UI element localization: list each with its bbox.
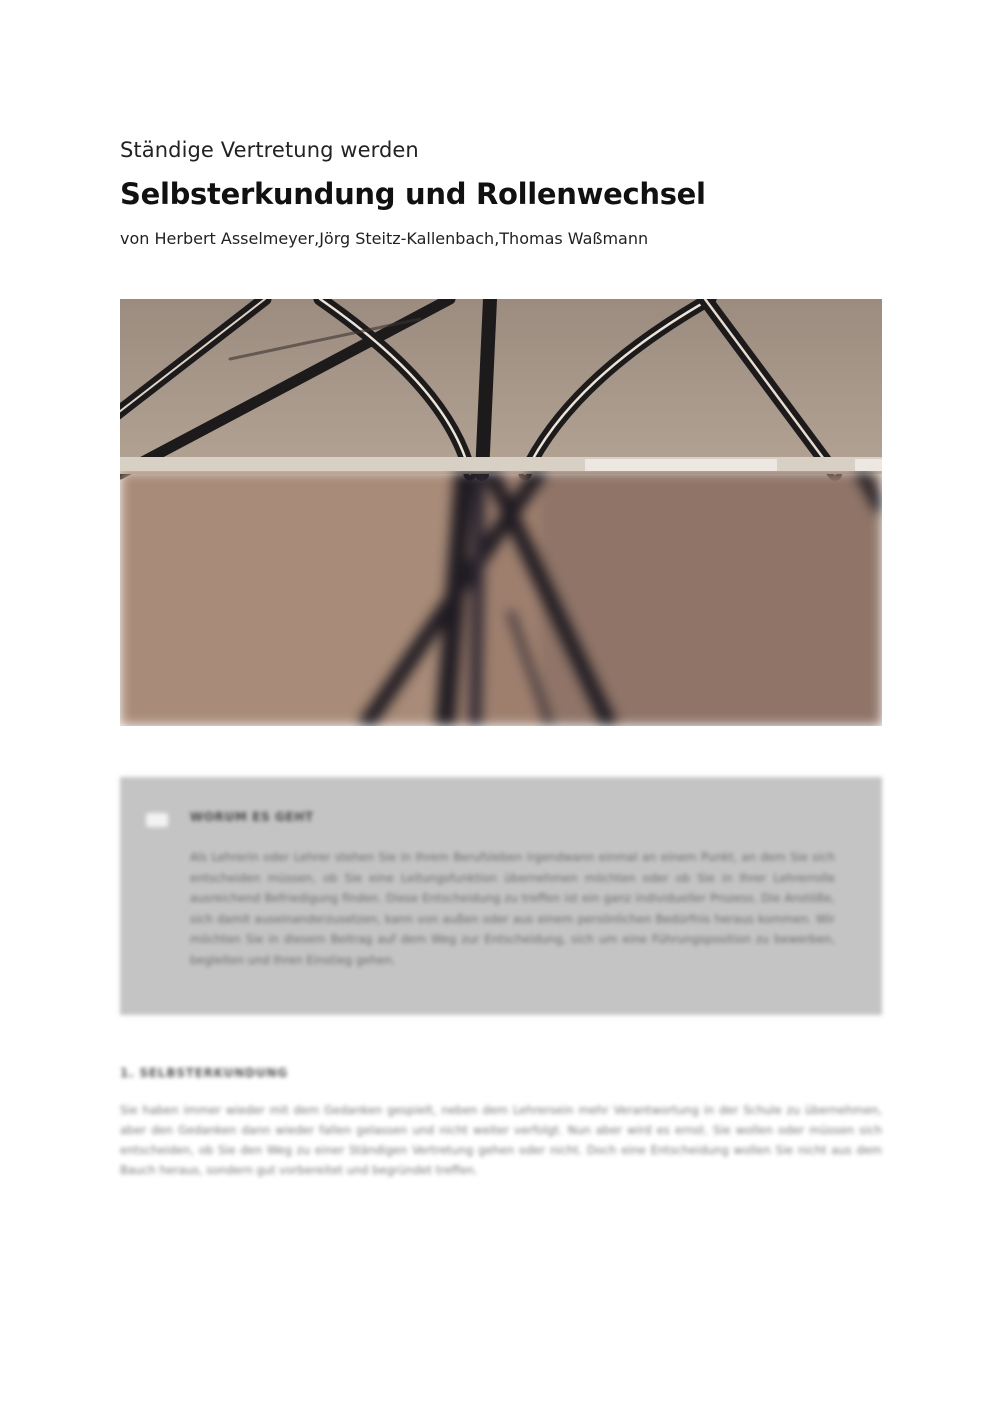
article-authors: von Herbert Asselmeyer,Jörg Steitz-Kallenbach,Thomas Waßmann	[120, 229, 649, 248]
section-heading: 1. SELBSTERKUNDUNG	[120, 1066, 288, 1080]
info-box	[120, 777, 882, 1015]
info-box-icon	[146, 813, 168, 827]
info-box-text: Als Lehrerin oder Lehrer stehen Sie in Ihrem Berufsleben irgendwann einmal an einem Punkt, an dem Sie sich entscheiden müssen, ob Sie eine Leitungsfunktion übernehmen möchten oder ob Sie in Ihrer Lehrerrolle ausreichend Befriedigung finden. Diese Entscheidung zu treffen ist ein ganz individueller Prozess. Die Anstöße, sich damit auseinanderzusetzen, kann von außen oder aus einem persönlichen Bedürfnis heraus kommen. Wir möchten Sie in diesem Beitrag auf dem Weg zur Entscheidung, sich um eine Führungsposition zu bewerben, begleiten und Ihren Einstieg gehen.	[190, 850, 835, 967]
hero-photo-tram-tracks	[120, 299, 882, 726]
info-box-heading: WORUM ES GEHT	[190, 810, 314, 824]
section-body-text: Sie haben immer wieder mit dem Gedanken gespielt, neben dem Lehrersein mehr Verantwortung in der Schule zu übernehmen, aber den Gedanken dann wieder fallen gelassen und nicht weiter verfolgt. Nun aber wird es ernst. Sie wollen oder müssen sich entscheiden, ob Sie den Weg zu einer Ständigen Vertretung gehen oder nicht. Doch eine Entscheidung wollen Sie nicht aus dem Bauch heraus, sondern gut vorbereitet und begründet treffen.	[120, 1103, 882, 1177]
tracks-photo-blurred	[120, 471, 882, 726]
article-kicker: Ständige Vertretung werden	[120, 138, 419, 162]
article-title: Selbsterkundung und Rollenwechsel	[120, 177, 706, 211]
